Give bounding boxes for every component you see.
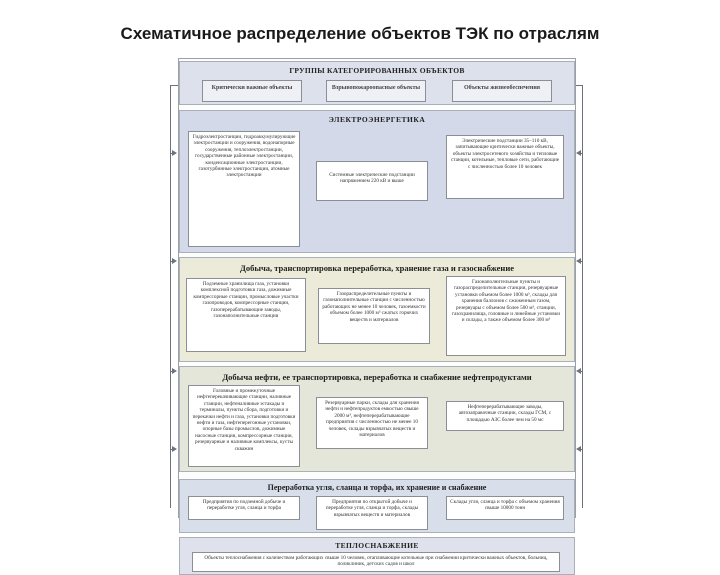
gas-life-box: Газонаполнительные пункты и газораспределительные станции, резервуарные установки объемом более 1000 м³, склады для хранения баллонов с сжиженным газом, резервуары с объемом более 500 м³, станции, газохранилища, головные и линейные установки и склады, а также объемом более 300 м³ — [446, 276, 566, 356]
coal-header: Переработка угля, сланца и торфа, их хранение и снабжение — [267, 483, 487, 492]
heat-header: ТЕПЛОСНАБЖЕНИЕ — [335, 541, 419, 550]
groups-header: ГРУППЫ КАТЕГОРИРОВАННЫХ ОБЪЕКТОВ — [289, 66, 465, 75]
left-connector-oil — [170, 371, 173, 372]
gas-explosive-box: Газораспределительные пункты и газонаполнительные станции с численностью работающих не менее 10 человек, газоемкости объемом более 1000 м³ сжатых горючих веществ и материалов — [318, 288, 430, 344]
left-connector-rail — [170, 85, 171, 508]
slide-title: Схематичное распределение объектов ТЭК по отраслям — [120, 24, 600, 43]
scheme-diagram — [178, 58, 576, 568]
electro-header: ЭЛЕКТРОЭНЕРГЕТИКА — [328, 115, 426, 124]
right-connector-coal — [580, 449, 583, 450]
heat-box: Объекты теплоснабжения с количеством работающих свыше 10 человек, отапливающие котельные при снабжении критически важных объектов, больниц, поликлиник, детских садов и школ — [192, 552, 560, 572]
heat-band — [179, 537, 575, 575]
group-critical: Критически важные объекты — [202, 80, 302, 102]
electro-critical-box: Гидроэлектростанции, гидроаккумулирующие электростанции и сооружения, водонапорные сооружения, теплоэлектростанции, государственные районные электростанции, конденсационные электростанции, газотурбинные электростанции, атомные электростанции — [188, 131, 300, 247]
right-connector-gas — [580, 261, 583, 262]
oil-explosive-box: Резервуарные парки, склады для хранения нефти и нефтепродуктов емкостью свыше 2000 м³, нефтеперерабатывающие предприятия с численностью не менее 10 человек, склады взрывчатых веществ и материалов — [316, 397, 428, 449]
coal-band — [179, 479, 575, 533]
oil-critical-box: Головные и промежуточные нефтеперекачивающие станции, наливные станции, нефтеналивные эстакады и терминалы, пункты сбора, подготовки и перекачки нефти и газа, установки подготовки нефти и газа, нефтеперегонные установки, опорные базы промыслов, дожимные насосные станции, компрессорные станции, резервуарные и наливные комплексы, кусты скважин — [188, 385, 300, 467]
oil-life-box: Нефтеперерабатывающие заводы, автозаправочные станции, склады ГСМ, с площадью АЗС более чем на 50 мс — [446, 401, 564, 431]
coal-explosive-box: Предприятия по открытой добыче и переработке угля, сланца и торфа, склады взрывчатых веществ и материалов — [316, 496, 428, 530]
gas-header: Добыча, транспортировка переработка, хранение газа и газоснабжение — [240, 263, 514, 273]
left-connector-electro — [170, 153, 173, 154]
oil-band — [179, 366, 575, 472]
right-connector-rail — [582, 85, 583, 508]
right-connector-oil — [580, 371, 583, 372]
right-connector-electro — [580, 153, 583, 154]
electro-explosive-box: Системные электрические подстанции напряжением 220 кВ и выше — [316, 161, 428, 201]
gas-critical-box: Подземные хранилища газа, установки комплексной подготовки газа, дожимные компрессорные станции, промысловые участки газопроводов, компрессорные станции, газоперерабатывающие заводы, газонаполнительные станции — [186, 278, 306, 352]
coal-critical-box: Предприятия по подземной добыче и переработке угля, сланца и торфа — [188, 496, 300, 520]
left-connector-gas — [170, 261, 173, 262]
electro-life-box: Электрические подстанции 35–110 кВ, запитывающие критически важные объекты, объекты электросетевого хозяйства и тепловые станции, котельные, тепловые сети, работающие с численностью более 10 человек — [446, 135, 564, 199]
group-explosive: Взрывопожароопасные объекты — [326, 80, 426, 102]
gas-band — [179, 257, 575, 362]
groups-band — [179, 61, 575, 105]
electro-band — [179, 110, 575, 253]
oil-header: Добыча нефти, ее транспортировка, переработка и снабжение нефтепродуктами — [222, 372, 532, 382]
left-connector-coal — [170, 449, 173, 450]
coal-life-box: Склады угля, сланца и торфа с объемом хранения свыше 10000 тонн — [446, 496, 564, 520]
group-life-support: Объекты жизнеобеспечения — [452, 80, 552, 102]
